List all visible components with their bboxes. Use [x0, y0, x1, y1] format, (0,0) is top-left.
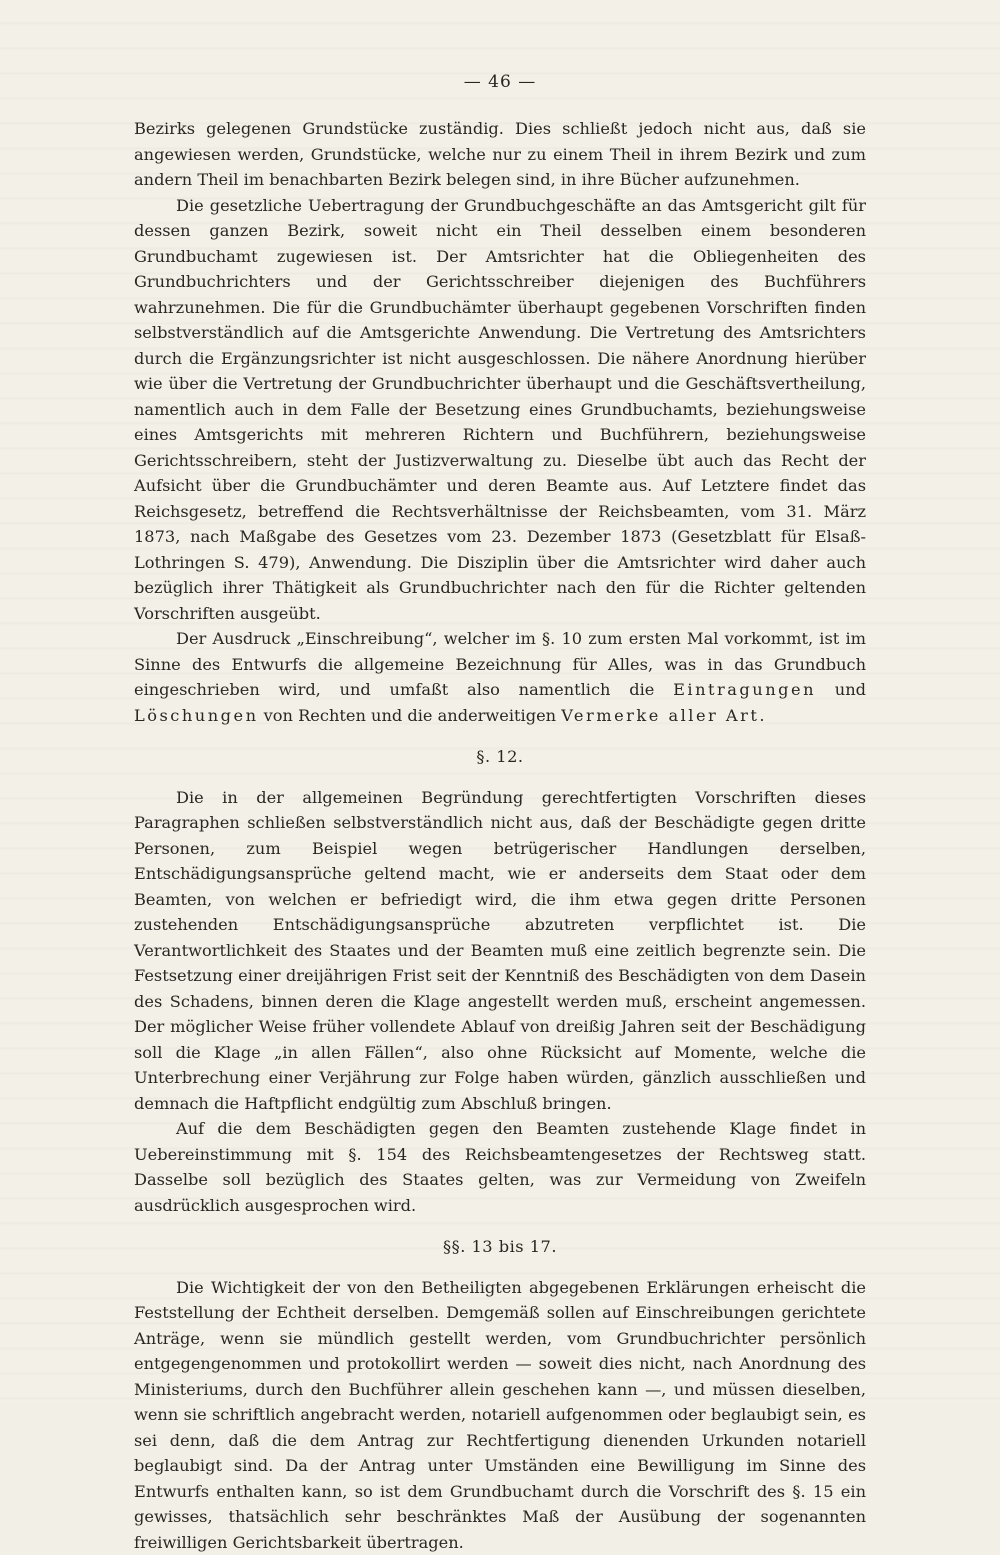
text-span: und	[816, 680, 866, 699]
section-heading-13-17: §§. 13 bis 17.	[134, 1234, 866, 1260]
paragraph-section-13-17: Die Wichtigkeit der von den Betheiligten abgegebenen Erklärungen erheischt die Feststellung der Echtheit derselben. Demgemäß sollen auf Einschreibungen gerichtete Anträge, wenn sie mündlich gestellt werden, vom Grundbuchrichter persönlich entgegengenommen und protokollirt werden — soweit dies nicht, nach Anordnung des Ministeriums, durch den Buchführer allein geschehen kann —, und müssen dieselben, wenn sie schriftlich angebracht werden, notariell aufgenommen oder beglaubigt sein, es sei denn, daß die dem Antrag zur Rechtfertigung dienenden Urkunden notariell beglaubigt sind. Da der Antrag unter Umständen eine Bewilligung im Sinne des Entwurfs enthalten kann, so ist dem Grundbuchamt durch die Vorschrift des §. 15 ein gewisses, thatsächlich sehr beschränktes Maß der Ausübung der sogenannten freiwilligen Gerichtsbarkeit übertragen.	[134, 1275, 866, 1555]
text-span: Der Ausdruck „Einschreibung“, welcher im §. 10 zum ersten Mal vorkommt, ist im Sinne des Entwurfs die allgemeine Bezeichnung für Alles, was in das Grundbuch eingeschrieben wird, und umfaßt also namentlich die	[134, 629, 866, 699]
section-heading-12: §. 12.	[134, 744, 866, 770]
text-span: .	[759, 706, 764, 725]
text-span: von Rechten und die anderweitigen	[259, 706, 562, 725]
page-number: — 46 —	[0, 72, 1000, 92]
paragraph-einschreibung	[134, 626, 866, 728]
term-eintragungen: Eintragungen	[673, 680, 816, 699]
paragraph-continuation: Bezirks gelegenen Grundstücke zuständig. Dies schließt jedoch nicht aus, daß sie angewiesen werden, Grundstücke, welche nur zu einem Theil in ihrem Bezirk und zum andern Theil im benachbarten Bezirk belegen sind, in ihre Bücher aufzunehmen.	[134, 116, 866, 193]
paragraph-amtsgericht: Die gesetzliche Uebertragung der Grundbuchgeschäfte an das Amtsgericht gilt für dessen ganzen Bezirk, soweit nicht ein Theil desselben einem besonderen Grundbuchamt zugewiesen ist. Der Amtsrichter hat die Obliegenheiten des Grundbuchrichters und der Gerichtsschreiber diejenigen des Buchführers wahrzunehmen. Die für die Grundbuchämter überhaupt gegebenen Vorschriften finden selbstverständlich auf die Amtsgerichte Anwendung. Die Vertretung des Amtsrichters durch die Ergänzungsrichter ist nicht ausgeschlossen. Die nähere Anordnung hierüber wie über die Vertretung der Grundbuchrichter überhaupt und die Geschäftsvertheilung, namentlich auch in dem Falle der Besetzung eines Grundbuchamts, beziehungsweise eines Amtsgerichts mit mehreren Richtern und Buchführern, beziehungsweise Gerichtsschreibern, steht der Justizverwaltung zu. Dieselbe übt auch das Recht der Aufsicht über die Grundbuchämter und deren Beamte aus. Auf Letztere findet das Reichsgesetz, betreffend die Rechtsverhältnisse der Reichsbeamten, vom 31. März 1873, nach Maßgabe des Gesetzes vom 23. Dezember 1873 (Gesetzblatt für Elsaß-Lothringen S. 479), Anwendung. Die Disziplin über die Amtsrichter wird daher auch bezüglich ihrer Thätigkeit als Grundbuchrichter nach den für die Richter geltenden Vorschriften ausgeübt.	[134, 193, 866, 627]
body-text	[134, 116, 866, 1555]
paragraph-section-12-a: Die in der allgemeinen Begründung gerechtfertigten Vorschriften dieses Paragraphen schließen selbstverständlich nicht aus, daß der Beschädigte gegen dritte Personen, zum Beispiel wegen betrügerischer Handlungen derselben, Entschädigungsansprüche geltend macht, wie er anderseits dem Staat oder dem Beamten, von welchen er befriedigt wird, die ihm etwa gegen dritte Personen zustehenden Entschädigungsansprüche abzutreten verpflichtet ist. Die Verantwortlichkeit des Staates und der Beamten muß eine zeitlich begrenzte sein. Die Festsetzung einer dreijährigen Frist seit der Kenntniß des Beschädigten von dem Dasein des Schadens, binnen deren die Klage angestellt werden muß, erscheint angemessen. Der möglicher Weise früher vollendete Ablauf von dreißig Jahren seit der Beschädigung soll die Klage „in allen Fällen“, also ohne Rücksicht auf Momente, welche die Unterbrechung einer Verjährung zur Folge haben würden, gänzlich ausschließen und demnach die Haftpflicht endgültig zum Abschluß bringen.	[134, 785, 866, 1117]
term-loeschungen: Löschungen	[134, 706, 259, 725]
paragraph-section-12-b: Auf die dem Beschädigten gegen den Beamten zustehende Klage findet in Uebereinstimmung mit §. 154 des Reichsbeamtengesetzes der Rechtsweg statt. Dasselbe soll bezüglich des Staates gelten, was zur Vermeidung von Zweifeln ausdrücklich ausgesprochen wird.	[134, 1116, 866, 1218]
term-vermerke: Vermerke aller Art	[561, 706, 759, 725]
